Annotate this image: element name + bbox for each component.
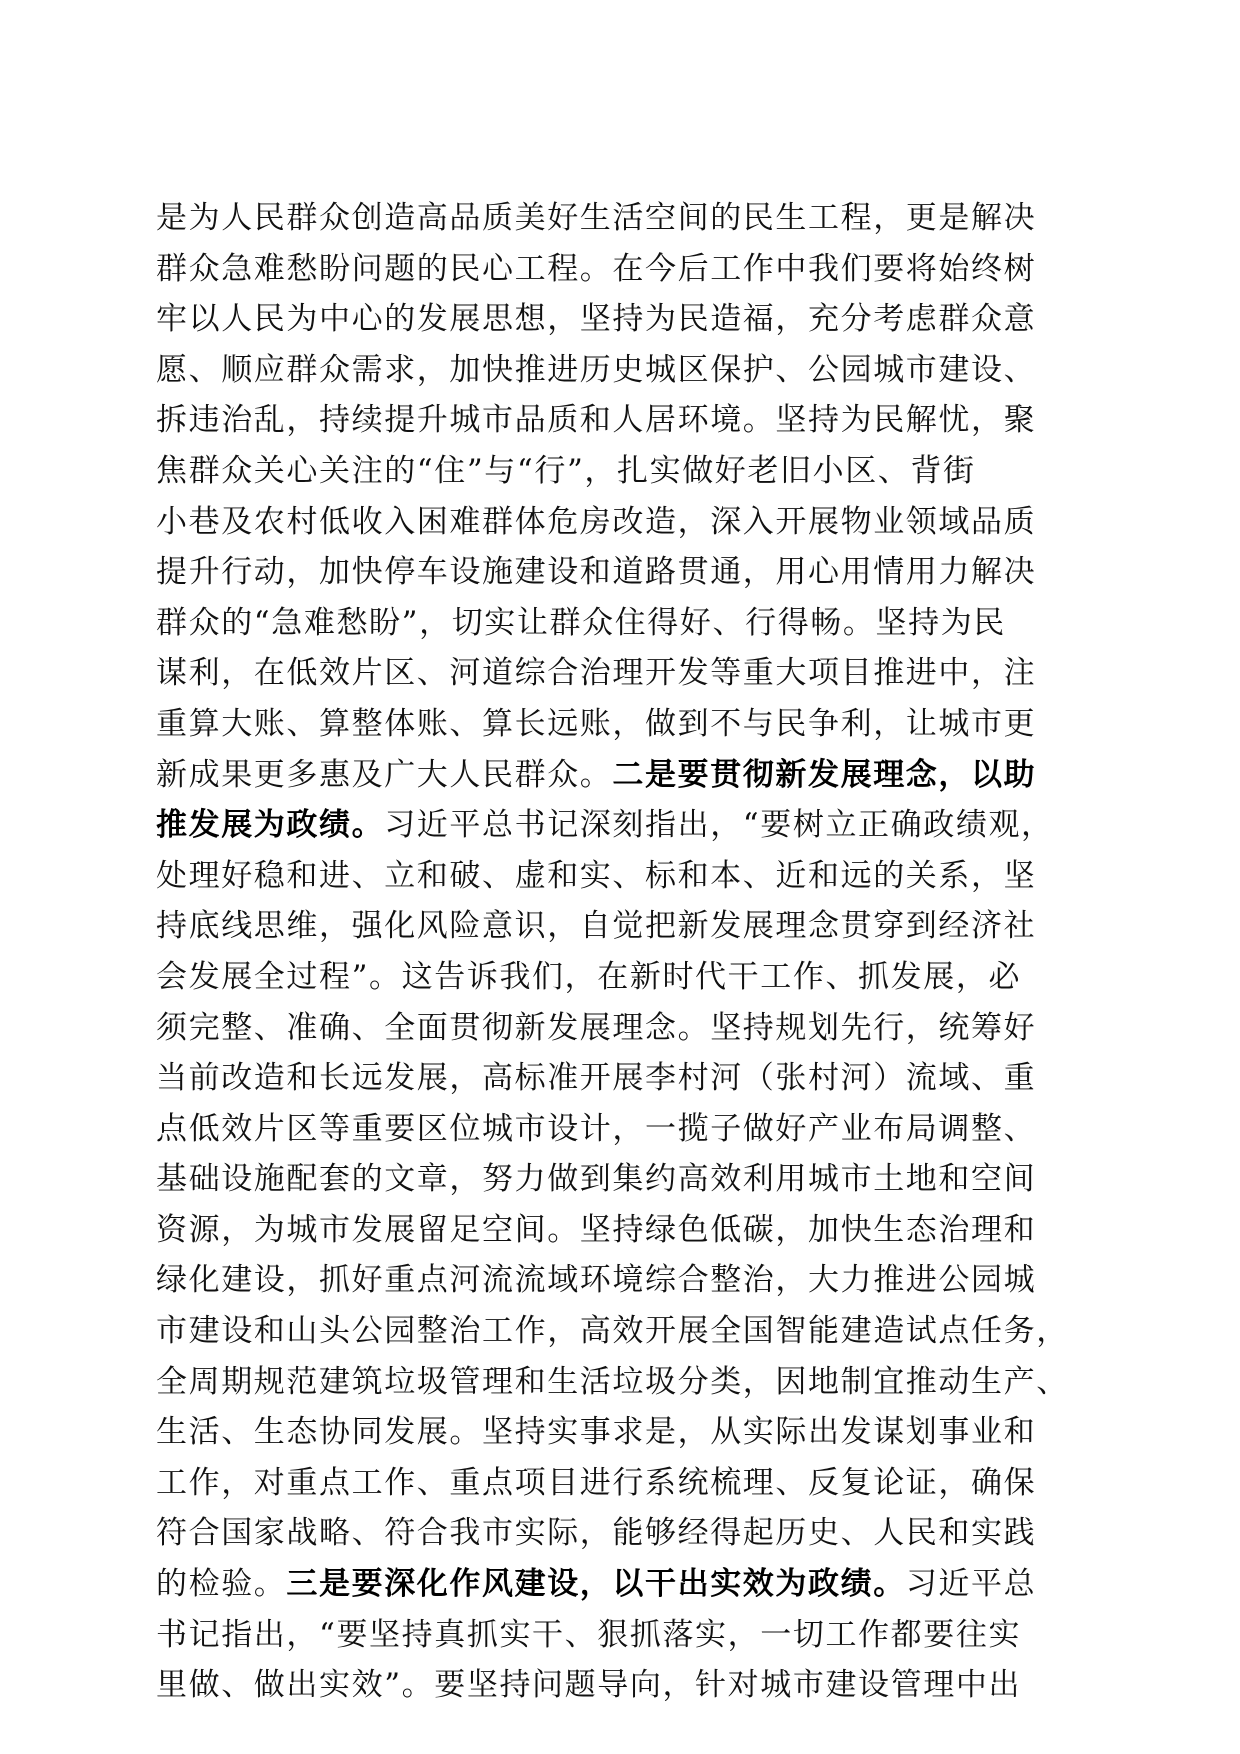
text-line (156, 1053, 1086, 1104)
body-text-segment: 处理好稳和进、立和破、虚和实、标和本、近和远的关系，坚 (156, 857, 1037, 894)
text-line (156, 395, 1086, 446)
body-text-segment: 符合国家战略、符合我市实际，能够经得起历史、人民和实践 (156, 1515, 1037, 1552)
text-line (156, 1559, 1086, 1610)
body-text-segment: 资源，为城市发展留足空间。坚持绿色低碳，加快生态治理和 (156, 1211, 1037, 1248)
bold-heading-text: 三是要深化作风建设，以干出实效为政绩。 (286, 1566, 906, 1603)
text-line (156, 497, 1086, 548)
body-text-segment: 是为人民群众创造高品质美好生活空间的民生工程，更是解决 (156, 200, 1037, 236)
body-text-segment: 提升行动，加快停车设施建设和道路贯通，用心用情用力解决 (156, 554, 1037, 591)
body-paragraph (156, 193, 1086, 1711)
body-text-segment: 点低效片区等重要区位城市设计，一揽子做好产业布局调整、 (156, 1110, 1037, 1147)
text-line (156, 244, 1086, 295)
text-line (156, 1154, 1086, 1205)
body-text-segment: 的检验。 (156, 1566, 287, 1603)
text-line (156, 952, 1086, 1003)
body-text-segment: 全周期规范建筑垃圾管理和生活垃圾分类，因地制宜推动生产、 (156, 1363, 1069, 1400)
text-line (156, 1104, 1086, 1155)
text-line (156, 1458, 1086, 1509)
body-text-segment: 须完整、准确、全面贯彻新发展理念。坚持规划先行，统筹好 (156, 1009, 1037, 1046)
text-line (156, 750, 1086, 801)
body-text-segment: 习近平总 (905, 1566, 1037, 1603)
body-text-segment: 工作，对重点工作、重点项目进行系统梳理、反复论证，确保 (156, 1464, 1037, 1501)
body-text-segment: 新成果更多惠及广大人民群众。 (156, 756, 613, 793)
text-line (156, 598, 1086, 649)
text-line (156, 1407, 1086, 1458)
text-line (156, 1306, 1086, 1357)
body-text-segment: 持底线思维，强化风险意识，自觉把新发展理念贯穿到经济社 (156, 908, 1037, 945)
body-text-segment: 当前改造和长远发展，高标准开展李村河（张村河）流域、重 (156, 1060, 1037, 1097)
text-line (156, 1357, 1086, 1408)
body-text-segment: 愿、顺应群众需求，加快推进历史城区保护、公园城市建设、 (156, 351, 1037, 388)
body-text-segment: 拆违治乱，持续提升城市品质和人居环境。坚持为民解忧，聚 (156, 402, 1037, 439)
text-line (156, 193, 1086, 244)
text-line (156, 901, 1086, 952)
text-line (156, 1610, 1086, 1661)
text-line (156, 851, 1086, 902)
bold-heading-text: 二是要贯彻新发展理念，以助 (612, 756, 1037, 793)
body-text-segment: 牢以人民为中心的发展思想，坚持为民造福，充分考虑群众意 (156, 301, 1037, 338)
text-line (156, 1205, 1086, 1256)
text-line (156, 800, 1086, 851)
body-text-segment: 重算大账、算整体账、算长远账，做到不与民争利，让城市更 (156, 705, 1037, 742)
body-text-segment: 群众急难愁盼问题的民心工程。在今后工作中我们要将始终树 (156, 250, 1037, 287)
text-line (156, 648, 1086, 699)
body-text-segment: 绿化建设，抓好重点河流流域环境综合整治，大力推进公园城 (156, 1262, 1037, 1299)
body-text-segment: 生活、生态协同发展。坚持实事求是，从实际出发谋划事业和 (156, 1414, 1037, 1451)
body-text-segment: 谋利，在低效片区、河道综合治理开发等重大项目推进中，注 (156, 655, 1037, 692)
text-line (156, 699, 1086, 750)
body-text-segment: 市建设和山头公园整治工作，高效开展全国智能建造试点任务， (156, 1313, 1069, 1350)
body-text-segment: 基础设施配套的文章，努力做到集约高效利用城市土地和空间 (156, 1161, 1037, 1198)
body-text-segment: 习近平总书记深刻指出，“要树立正确政绩观， (384, 807, 1054, 844)
text-line (156, 1003, 1086, 1054)
text-line (156, 446, 1086, 497)
body-text-segment: 小巷及农村低收入困难群体危房改造，深入开展物业领域品质 (156, 503, 1037, 540)
text-line (156, 1255, 1086, 1306)
text-line (156, 1660, 1086, 1711)
text-line (156, 1508, 1086, 1559)
body-text-segment: 会发展全过程”。这告诉我们，在新时代干工作、抓发展，必 (156, 958, 1022, 995)
text-line (156, 294, 1086, 345)
body-text-segment: 焦群众关心关注的“住”与“行”，扎实做好老旧小区、背街 (156, 452, 976, 489)
bold-heading-text: 推发展为政绩。 (156, 807, 385, 844)
text-line (156, 345, 1086, 396)
body-text-segment: 书记指出，“要坚持真抓实干、狠抓落实，一切工作都要往实 (156, 1616, 1022, 1653)
body-text-segment: 群众的“急难愁盼”，切实让群众住得好、行得畅。坚持为民 (156, 604, 1006, 641)
body-text-segment: 里做、做出实效”。要坚持问题导向，针对城市建设管理中出 (156, 1667, 1022, 1704)
text-line (156, 547, 1086, 598)
